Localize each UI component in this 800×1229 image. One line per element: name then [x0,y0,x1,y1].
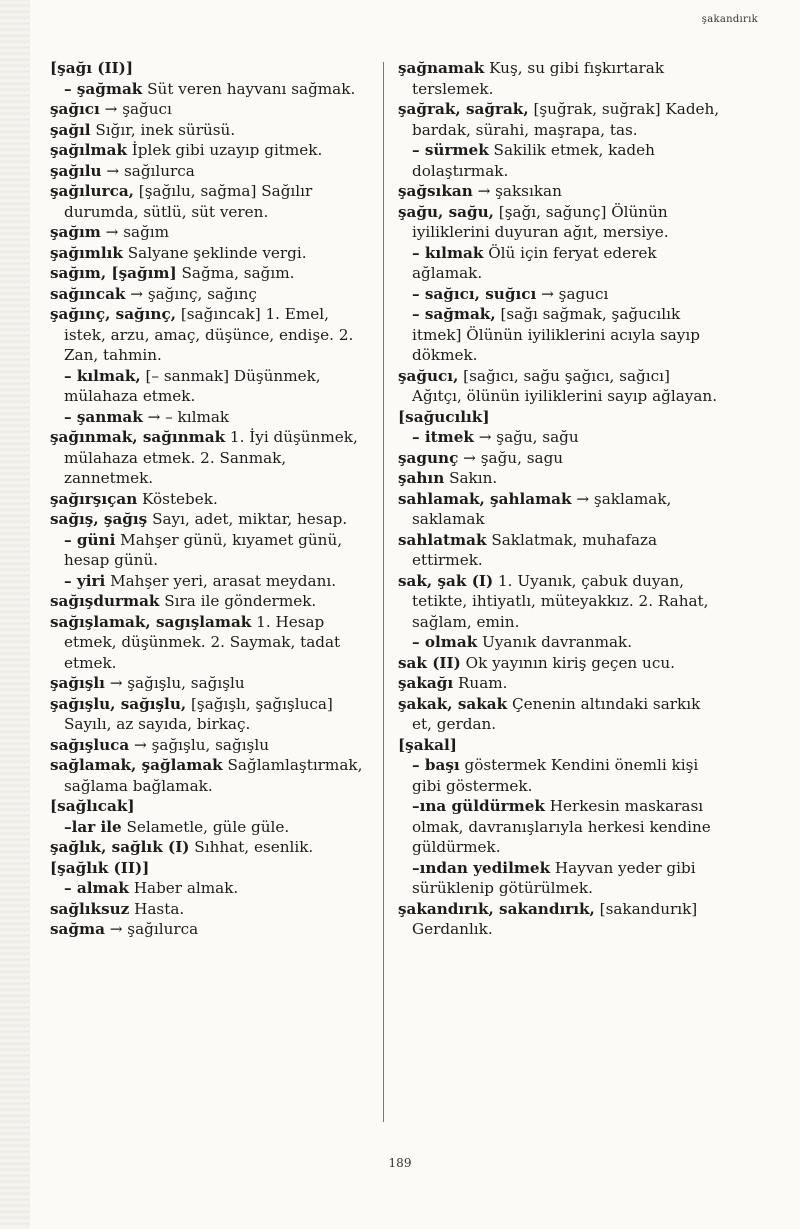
entry-headword: şağımlık [50,243,123,262]
dictionary-entry [50,304,372,366]
entry-headword: – sağıcı, suğıcı [412,284,537,303]
dictionary-entry [50,509,372,530]
entry-definition: Hasta. [129,899,185,918]
entry-headword: – almak [64,879,129,897]
entry-headword: şahın [398,469,445,487]
entry-headword: şağlık, sağlık (I) [50,838,190,856]
dictionary-entry [398,653,724,674]
entry-definition: Herkesin maskarası olmak, davranışlarıyla herkesi kendine güldürmek. [412,797,711,856]
dictionary-entry [50,858,372,879]
entry-definition: Selametle, güle güle. [121,817,290,836]
entry-headword: şağnamak [398,59,485,77]
entry-definition: → şağışlu, sağışlu [129,735,269,754]
dictionary-entry [398,673,724,694]
entry-headword: – kılmak [412,243,484,262]
entry-definition: Mahşer günü, kıyamet günü, hesap günü. [64,530,343,569]
dictionary-entry [398,366,724,407]
entry-headword: [şağı (II)] [50,59,134,77]
entry-headword: şağışlu, sağışlu, [50,694,187,713]
dictionary-entry [398,202,724,243]
entry-definition: Sakilik etmek, kadeh dolaştırmak. [412,141,655,180]
entry-definition: Sıhhat, esenlik. [189,838,314,856]
entry-headword: – şağmak [64,79,143,98]
dictionary-entry [50,878,372,899]
dictionary-entry [398,448,724,469]
entry-definition: Süt veren hayvanı sağmak. [142,79,356,98]
dictionary-entry [398,858,724,899]
entry-definition: → sağım [100,223,170,241]
dictionary-entry [50,222,372,243]
dictionary-entry [50,530,372,571]
column-divider [383,62,384,1122]
dictionary-entry [50,755,372,796]
entry-headword: şağrak, sağrak, [398,100,529,118]
dictionary-entry [398,181,724,202]
entry-headword: sağlamak, şağlamak [50,756,223,774]
entry-headword: şağu, sağu, [398,202,494,221]
entry-headword: – itmek [412,428,474,446]
entry-headword: – şanmak [64,407,143,426]
entry-definition: Ok yayının kiriş geçen ucu. [460,653,675,672]
entry-definition: → şaksıkan [472,182,562,200]
dictionary-entry [398,140,724,181]
entry-definition: Salyane şeklinde vergi. [122,243,307,262]
dictionary-entry [398,489,724,530]
dictionary-entry [398,899,724,940]
entry-definition: Sağma, sağım. [176,264,295,282]
entry-definition: Sıra ile göndermek. [159,592,317,610]
page-number: 189 [388,1156,412,1170]
entry-definition: [sakandurık] Gerdanlık. [412,899,698,938]
dictionary-entry [50,899,372,920]
entry-definition: Sayı, adet, miktar, hesap. [147,510,348,528]
dictionary-entry [50,427,372,489]
entry-definition: Ruam. [453,674,508,692]
dictionary-entry [398,243,724,284]
dictionary-entry [50,79,372,100]
dictionary-entry [50,571,372,592]
entry-headword: şağsıkan [398,182,473,200]
dictionary-entry [50,673,372,694]
entry-headword: şakandırık, sakandırık, [398,899,595,918]
entry-headword: şağım [50,223,101,241]
dictionary-entry [50,99,372,120]
dictionary-entry [398,99,724,140]
entry-headword: –ından yedilmek [412,858,551,877]
entry-headword: – güni [64,530,116,549]
entry-definition: [şağılu, sağma] Sağılır durumda, sütlü, süt veren. [64,182,313,221]
entry-headword: sak, şak (I) [398,571,494,590]
entry-headword: [şakal] [398,735,457,754]
dictionary-entry [398,571,724,633]
dictionary-entry [398,530,724,571]
dictionary-entry [50,58,372,79]
entry-headword: şağılu [50,161,102,180]
entry-definition: Mahşer yeri, arasat meydanı. [105,571,337,590]
entry-definition: [sağıncak] 1. Emel, istek, arzu, amaç, düşünce, endişe. 2. Zan, tahmin. [64,305,354,364]
entry-headword: şağılmak [50,141,127,159]
entry-definition: → sağılurca [101,161,195,180]
entry-definition: Ölü için feryat ederek ağlamak. [412,243,657,282]
entry-definition: Köstebek. [137,489,218,508]
entry-definition: [şağı, sağunç] Ölünün iyiliklerini duyuran ağıt, mersiye. [412,202,669,241]
entry-headword: – sağmak, [412,305,496,323]
dictionary-entry [50,612,372,674]
entry-headword: – kılmak, [64,366,141,385]
entry-headword: şağıcı [50,100,100,118]
entry-definition: [şuğrak, suğrak] Kadeh, bardak, sürahi, maşrapa, tas. [412,100,720,139]
dictionary-entry [398,735,724,756]
dictionary-entry [50,817,372,838]
entry-headword: [sağucılık] [398,407,490,426]
dictionary-entry [398,427,724,448]
entry-headword: şakağı [398,674,454,692]
entry-definition: → şağılurca [104,920,199,938]
dictionary-entry [50,694,372,735]
entry-headword: sahlamak, şahlamak [398,489,572,508]
dictionary-entry [50,591,372,612]
entry-definition: [sağı sağmak, şağucılık itmek] Ölünün iyiliklerini acıyla sayıp dökmek. [412,305,700,364]
entry-definition: göstermek Kendini önemli kişi gibi göstermek. [412,756,699,795]
entry-headword: şağırşıçan [50,489,138,508]
dictionary-entry [398,694,724,735]
right-column [398,58,724,940]
entry-definition: [sağıcı, sağu şağıcı, sağıcı] Ağıtçı, ölünün iyiliklerini sayıp ağlayan. [412,366,718,405]
running-head: şakandırık [701,14,758,25]
left-column [50,58,372,940]
entry-definition: [şağışlı, şağışluca] Sayılı, az sayıda, birkaç. [64,694,333,733]
entry-headword: [şağlık (II)] [50,858,150,877]
entry-definition: Çenenin altındaki sarkık et, gerdan. [412,694,701,733]
entry-headword: sağışlamak, sagışlamak [50,612,252,631]
entry-headword: –lar ile [64,817,122,836]
entry-definition: İplek gibi uzayıp gitmek. [126,141,323,159]
dictionary-entry [50,837,372,858]
entry-definition: → şağışlu, sağışlu [104,674,245,692]
dictionary-entry [50,181,372,222]
dictionary-entry [50,366,372,407]
entry-headword: şağınç, sağınç, [50,305,177,323]
entry-headword: şağınmak, sağınmak [50,428,226,446]
entry-definition: → şağu, sagu [458,448,564,467]
entry-definition: Sığır, inek sürüsü. [90,120,236,139]
entry-definition: Uyanık davranmak. [477,633,633,651]
entry-headword: sağma [50,920,105,938]
entry-headword: – yiri [64,571,106,590]
dictionary-entry [398,284,724,305]
dictionary-entry [50,161,372,182]
entry-headword: şağışlı [50,674,105,692]
entry-headword: – sürmek [412,141,489,159]
dictionary-entry [50,735,372,756]
dictionary-entry [398,304,724,366]
dictionary-entry [398,468,724,489]
entry-definition: → şağınç, sağınç [125,284,257,303]
scan-edge [0,0,30,1229]
entry-headword: sağım, [şağım] [50,264,177,282]
entry-headword: şagunç [398,448,459,467]
entry-definition: → şaklamak, saklamak [412,489,672,528]
dictionary-entry [398,407,724,428]
entry-definition: → şağu, sağu [473,428,579,446]
dictionary-entry [398,58,724,99]
entry-definition: Sağlamlaştırmak, sağlama bağlamak. [64,756,363,795]
dictionary-entry [50,407,372,428]
entry-headword: – başı [412,756,460,774]
entry-definition: Kuş, su gibi fışkırtarak terslemek. [412,59,665,98]
entry-definition: Sakın. [444,469,498,487]
dictionary-entry [398,755,724,796]
entry-headword: [sağlıcak] [50,797,135,815]
dictionary-entry [50,489,372,510]
entry-definition: [– sanmak] Düşünmek, mülahaza etmek. [64,366,321,405]
entry-headword: şağılurca, [50,182,134,200]
dictionary-entry [50,140,372,161]
entry-definition: Hayvan yeder gibi sürüklenip götürülmek. [412,858,696,897]
dictionary-entry [50,263,372,284]
entry-definition: Saklatmak, muhafaza ettirmek. [412,530,658,569]
dictionary-entry [50,284,372,305]
entry-definition: → – kılmak [142,407,230,426]
dictionary-entry [50,243,372,264]
entry-definition: 1. Uyanık, çabuk duyan, tetikte, ihtiyatlı, müteyakkız. 2. Rahat, sağlam, emin. [412,571,709,631]
entry-headword: – olmak [412,633,478,651]
dictionary-entry [398,796,724,858]
entry-definition: → şağucı [99,100,172,118]
entry-headword: sağıncak [50,284,126,303]
dictionary-entry [50,120,372,141]
entry-headword: şağucı, [398,366,459,385]
entry-headword: sağışdurmak [50,592,160,610]
entry-headword: şağıl [50,120,91,139]
dictionary-entry [50,919,372,940]
entry-definition: Haber almak. [128,879,239,897]
entry-headword: şakak, sakak [398,694,508,713]
dictionary-entry [50,796,372,817]
entry-headword: sağlıksuz [50,899,130,918]
entry-definition: 1. İyi düşünmek, mülahaza etmek. 2. Sanmak, zannetmek. [64,428,358,487]
entry-definition: 1. Hesap etmek, düşünmek. 2. Saymak, tadat etmek. [64,612,341,672]
entry-headword: sağışluca [50,735,130,754]
entry-definition: → şagucı [536,284,609,303]
entry-headword: sahlatmak [398,530,487,549]
entry-headword: sak (II) [398,653,461,672]
dictionary-entry [398,632,724,653]
entry-headword: –ına güldürmek [412,797,545,815]
entry-headword: sağış, şağış [50,510,148,528]
